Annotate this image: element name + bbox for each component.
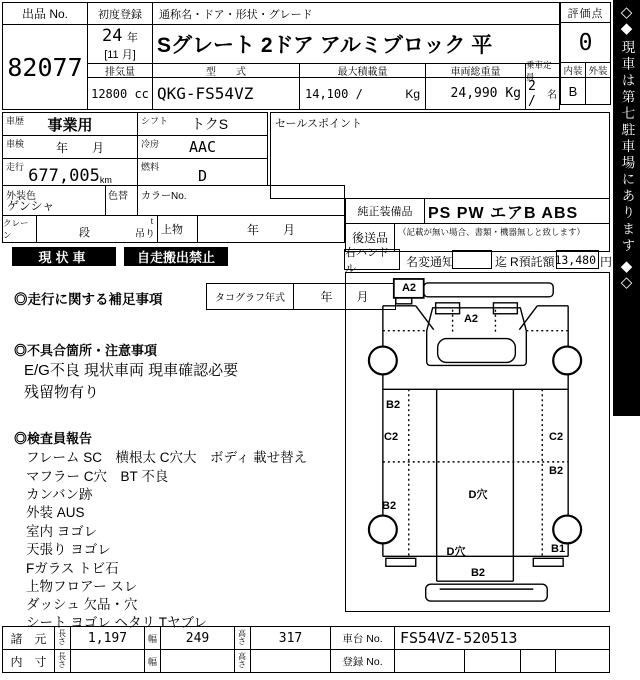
diamond-filled-icon: ◆ [620, 257, 633, 275]
damage-label-left-rear: B2 [382, 500, 397, 512]
exterior-color-label: 外装色 [6, 191, 36, 202]
height-header-text: 高さ [238, 629, 246, 646]
mileage-cell [2, 158, 138, 186]
registration-no-cell [520, 649, 556, 673]
inspection-value: 年 月 [55, 140, 104, 155]
report-line: マフラー C穴 BT 不良 [26, 469, 169, 484]
inner-width-header: 幅 [144, 649, 161, 673]
later-items-note: （記載が無い場合、書類・機器無しと致します） [398, 227, 586, 237]
inner-height-value [250, 649, 331, 673]
inner-height-header-text: 高さ [238, 652, 246, 669]
lot-number-value: 82077 [2, 24, 88, 110]
crane-ton-label: t [150, 217, 153, 226]
later-items-label: 後送品 [345, 223, 395, 252]
sales-point-box [270, 112, 610, 199]
rename-notice-box [452, 250, 492, 269]
capacity-value [525, 77, 560, 110]
damage-label-cab: A2 [463, 313, 479, 325]
model-code-value: QKG-FS54VZ [152, 77, 300, 110]
diamond-outline-icon: ◇ [620, 273, 633, 291]
inner-length-header-text: 長さ [58, 652, 66, 669]
registration-no-cell [394, 649, 465, 673]
diamond-filled-icon: ◆ [620, 20, 633, 37]
width-value: 249 [160, 626, 235, 650]
damage-label-bed-rear: D穴 [446, 546, 466, 558]
repaint-label: 色替 [108, 191, 128, 202]
score-header: 評価点 [560, 2, 611, 23]
defect-line: 残留物有り [24, 384, 100, 401]
chassis-no-value: FS54VZ-520513 [394, 626, 610, 650]
aircon-value: AAC [188, 138, 217, 156]
interior-grade-header: 内装 [560, 62, 586, 78]
deposit-label: R預託額 [510, 255, 555, 269]
shift-value: トクS [190, 116, 229, 132]
damage-label-left-upper: B2 [386, 399, 401, 411]
first-registration-header: 初度登録 [87, 2, 153, 25]
equipment-value: PS PW エアB ABS [424, 198, 610, 224]
repaint-cell [105, 185, 138, 216]
report-line: 外装 AUS [26, 505, 85, 520]
history-cell [2, 112, 138, 136]
damage-label-right-end: B1 [551, 543, 566, 555]
later-items-cell [394, 223, 610, 252]
model-code-header: 型 式 [152, 63, 300, 78]
report-line: 室内 ヨゴレ [26, 524, 98, 539]
deposit-value-box: 13,480 [556, 250, 599, 269]
vehicle-name-value: Sグレート 2ドア アルミブロック 平 [152, 24, 560, 64]
max-load-number: 14,100 / [305, 86, 363, 101]
body-label-cell: 上物 [157, 215, 198, 243]
vehicle-name-header: 通称名・ドア・形状・グレード [152, 2, 560, 25]
damage-label-right-mid: C2 [549, 431, 564, 443]
aircon-label: 冷房 [141, 139, 160, 149]
inspector-report-title: ◎検査員報告 [14, 431, 93, 446]
damage-label-tailgate: B2 [470, 567, 486, 579]
first-reg-year-unit: 年 [126, 32, 138, 44]
equipment-label: 純正装備品 [345, 198, 425, 224]
crane-label-cell: クレーン [2, 215, 37, 243]
displacement-value: 12800 cc [87, 77, 153, 110]
fuel-value: D [197, 167, 208, 185]
tachograph-value: 年 月 [293, 283, 396, 310]
length-header [54, 626, 71, 650]
mileage-unit: km [99, 175, 112, 185]
capacity-number: 2 / [528, 78, 536, 109]
aircon-cell [137, 135, 268, 159]
length-header-text: 長さ [58, 629, 66, 646]
shift-label: シフト [141, 116, 169, 126]
mileage-value: 677,005 [28, 166, 100, 186]
inspection-label: 車検 [6, 139, 25, 149]
inner-length-header [54, 649, 71, 673]
yen-label: 円 [600, 255, 613, 269]
crane-value-cell [36, 215, 158, 243]
defect-line: E/G不良 現状車両 現車確認必要 [24, 362, 239, 379]
sales-point-label: セールスポイント [275, 118, 363, 130]
history-label: 車歴 [6, 116, 25, 126]
tachograph-label: タコグラフ年式 [206, 283, 294, 310]
max-load-value [299, 77, 426, 110]
report-line: シート ヨゴレ ヘタリ Tヤブレ [26, 615, 207, 630]
height-header [234, 626, 251, 650]
damage-diagram [345, 272, 610, 612]
lot-number-header: 出品 No. [2, 2, 88, 25]
as-is-badge: 現状車 [12, 247, 116, 266]
parking-notice-text: 現車は第七駐車場にあります [619, 40, 635, 255]
first-registration-value [87, 24, 153, 64]
inspection-cell [2, 135, 138, 159]
crane-stage-label: 段 [79, 227, 90, 239]
history-value: 事業用 [47, 116, 93, 134]
dimensions-row-header: 諸 元 [2, 626, 55, 650]
fuel-cell [137, 158, 268, 186]
first-reg-year: 24 [102, 26, 123, 46]
chassis-no-header: 車台 No. [330, 626, 395, 650]
registration-no-cell [555, 649, 610, 673]
no-self-drive-badge: 自走搬出禁止 [124, 247, 228, 266]
width-header: 幅 [144, 626, 161, 650]
height-value: 317 [250, 626, 331, 650]
damage-label-right-lower: B2 [549, 465, 564, 477]
mileage-label: 走行 [6, 162, 25, 172]
fuel-label: 燃料 [141, 162, 160, 172]
displacement-header: 排気量 [87, 63, 153, 78]
damage-label-left-mid: C2 [384, 431, 399, 443]
registration-no-header: 登録 No. [330, 649, 395, 673]
inner-dims-row-header: 内 寸 [2, 649, 55, 673]
right-handle-badge: 右ハンドル [344, 249, 400, 270]
crane-lift-label: 吊り [135, 229, 155, 240]
first-reg-month: [11 月] [104, 49, 136, 61]
report-line: ダッシュ 欠品・穴 [26, 597, 138, 612]
defects-title: ◎不具合箇所・注意事項 [14, 343, 158, 358]
shift-cell [137, 112, 268, 136]
inner-height-header [234, 649, 251, 673]
report-line: 天張り ヨゴレ [26, 542, 111, 557]
capacity-unit: 名 [547, 90, 557, 101]
exterior-color-cell [2, 185, 106, 216]
inner-length-value [70, 649, 145, 673]
registration-no-cell [464, 649, 521, 673]
exterior-color-value: ゲンシャ [7, 199, 55, 213]
report-line: カンバン跡 [26, 487, 93, 502]
parking-notice-sidebar [613, 0, 640, 416]
exterior-grade-value [585, 77, 611, 105]
report-line: Fガラス トビ石 [26, 561, 119, 576]
until-label: 迄 [495, 255, 508, 269]
max-load-unit: Kg [405, 86, 420, 101]
diamond-outline-icon: ◇ [620, 4, 633, 21]
gross-weight-value: 24,990 Kg [425, 77, 526, 110]
report-line: 上物フロアー スレ [26, 579, 138, 594]
score-value: 0 [560, 22, 611, 63]
capacity-header: 乗車定員 [525, 63, 560, 78]
length-value: 1,197 [70, 626, 145, 650]
damage-label-bed-center: D穴 [468, 489, 488, 501]
body-value-cell: 年 月 [197, 215, 345, 243]
mileage-note-title: ◎走行に関する補足事項 [14, 292, 163, 307]
gross-weight-header: 車両総重量 [425, 63, 526, 78]
rename-notice-label: 名変通知 [406, 255, 455, 269]
inner-width-value [160, 649, 235, 673]
report-line: フレーム SC 横根太 C穴大 ボディ 載せ替え [26, 450, 308, 465]
damage-label-front-bumper: A2 [401, 282, 417, 294]
interior-grade-value: B [560, 77, 586, 105]
exterior-grade-header: 外装 [585, 62, 611, 78]
max-load-header: 最大積載量 [299, 63, 426, 78]
color-no-label: カラーNo. [141, 191, 187, 202]
